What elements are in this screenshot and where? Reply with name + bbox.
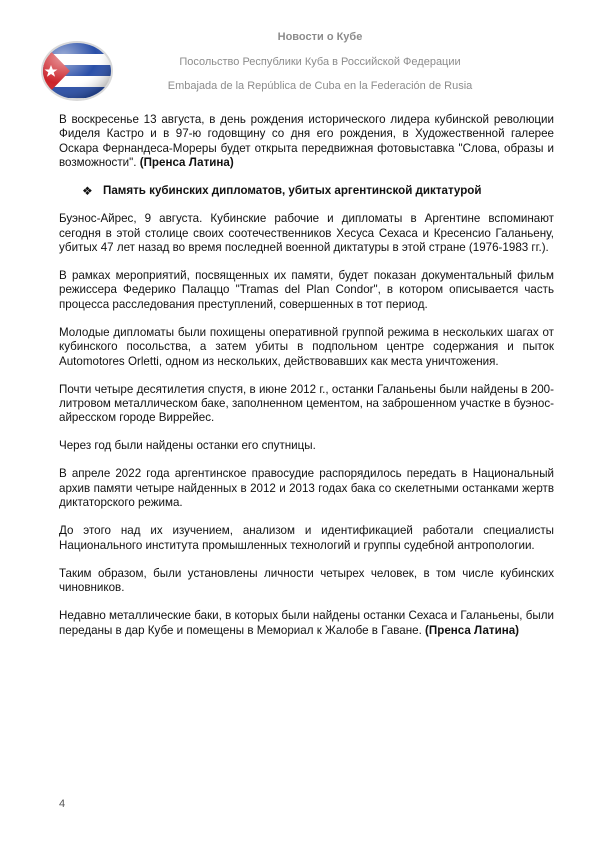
paragraph: Буэнос-Айрес, 9 августа. Кубинские рабочие и дипломаты в Аргентине вспоминают сегодня в этой столице своих соотечественников Хесуса Сехаса и Кресенсио Галаньену, убитых 47 лет назад во время последней военной диктатуры в этой стране (1976-1983 гг.).	[59, 212, 554, 255]
final-source: (Пренса Латина)	[425, 623, 520, 637]
paragraph: В рамках мероприятий, посвященных их памяти, будет показан документальный фильм режиссера Федерико Палаццо "Tramas del Plan Condor", в котором описывается часть процесса расследования преступлений, совершенных в тот период.	[59, 269, 554, 311]
paragraph: Таким образом, были установлены личности четырех человек, в том числе кубинских чиновников.	[59, 566, 554, 595]
article-title: Память кубинских дипломатов, убитых аргентинской диктатурой	[103, 184, 482, 198]
intro-source: (Пренса Латина)	[139, 156, 234, 170]
page-number: 4	[59, 798, 66, 810]
newsletter-title: Новости о Кубе	[277, 31, 363, 43]
paragraph: Молодые дипломаты были похищены оперативной группой режима в нескольких шагах от кубинского посольства, а затем убиты в подпольном центре содержания и пыток Automotores Orletti, одном из нескольких, действовавших как места уничтожения.	[59, 325, 554, 368]
intro-text: В воскресенье 13 августа, в день рождения исторического лидера кубинской революции Фиделя Кастро и в 97-ю годовщину со дня его рождения, в Художественной галерее Оскара Фернандеса-Мореры будет открыта передвижная фотовыставка "Слова, образы и возможности".	[59, 113, 554, 170]
cuba-flag-globe-icon	[40, 40, 114, 102]
embassy-name-es: Embajada de la República de Cuba en la Federación de Rusia	[167, 80, 473, 92]
bullet-diamond-icon: ❖	[82, 184, 93, 199]
paragraph: Почти четыре десятилетия спустя, в июне 2012 г., останки Галаньены были найдены в 200-литровом металлическом баке, заполненном цементом, на заброшенном участке в буэнос-айресском городе Виррейес.	[59, 382, 554, 425]
final-paragraph	[59, 609, 554, 638]
article-heading	[59, 184, 554, 198]
intro-paragraph	[59, 113, 554, 171]
paragraph: До этого над их изучением, анализом и идентификацией работали специалисты Национального института промышленных технологий и группы судебной антропологии.	[59, 524, 554, 552]
paragraph: В апреле 2022 года аргентинское правосудие распорядилось передать в Национальный архив памяти четыре найденных в 2012 и 2013 годах бака со скелетными останками жертв диктаторского режима.	[59, 467, 554, 510]
embassy-name-ru: Посольство Республики Куба в Российской Федерации	[179, 56, 461, 68]
paragraph: Через год были найдены останки его спутницы.	[59, 439, 316, 453]
final-text: Недавно металлические баки, в которых были найдены останки Сехаса и Галаньены, были переданы в дар Кубе и помещены в Мемориал к Жалобе в Гаване.	[59, 609, 554, 637]
article-body	[59, 113, 554, 638]
